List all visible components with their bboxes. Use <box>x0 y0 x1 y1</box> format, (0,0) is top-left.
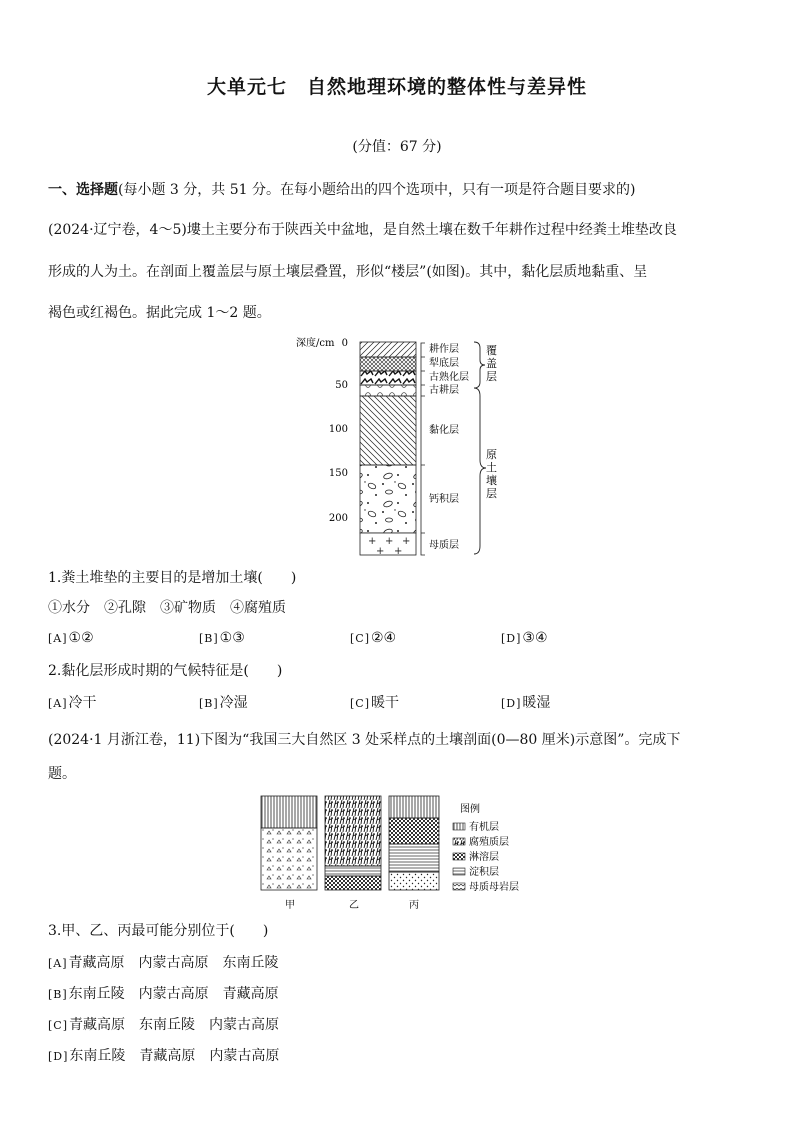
option-text: ②④ <box>371 630 397 646</box>
option-tag: [B] <box>199 632 219 645</box>
q3-option-b[interactable] <box>48 983 279 1003</box>
q3-stem: 3.甲、乙、丙最可能分别位于( ) <box>48 923 269 939</box>
svg-text:+: + <box>402 536 411 547</box>
layer-label-tillage: 耕作层 <box>429 344 459 355</box>
brace-cover <box>474 342 485 388</box>
depth-axis-label: 深度/cm <box>296 338 335 349</box>
layer-label-plowpan: 犁底层 <box>429 358 459 369</box>
option-tag: [B] <box>199 697 219 710</box>
tick-100: 100 <box>328 424 348 435</box>
option-text: ①② <box>68 630 94 646</box>
q1-option-d[interactable] <box>501 630 548 646</box>
option-tag: [B] <box>48 988 68 1001</box>
option-tag: [A] <box>48 957 68 970</box>
group-cover-2: 盖 <box>486 357 497 370</box>
legend-humus: 腐殖质层 <box>469 837 509 848</box>
label-yi: 乙 <box>349 900 359 911</box>
group-cover-1: 覆 <box>486 344 497 357</box>
option-tag: [D] <box>48 1050 69 1063</box>
legend-parent-rock: 母质母岩层 <box>469 882 519 893</box>
option-text: 冷干 <box>68 695 97 711</box>
legend-eluvial: 淋溶层 <box>469 852 499 863</box>
option-text: 东南丘陵 内蒙古高原 青藏高原 <box>68 986 279 1002</box>
layer-label-ancient-matured: 古熟化层 <box>429 372 469 383</box>
option-tag: [C] <box>350 697 370 710</box>
soil-profile-figure <box>290 330 520 558</box>
option-tag: [A] <box>48 632 68 645</box>
group-cover-3: 层 <box>486 370 497 383</box>
soil-profiles-figure <box>255 792 545 914</box>
svg-text:+: + <box>385 536 394 547</box>
q1-option-a[interactable] <box>48 630 94 646</box>
passage1-line3: 褐色或红褐色。据此完成 1～2 题。 <box>48 305 271 321</box>
option-text: 暖湿 <box>522 695 551 711</box>
q3-option-c[interactable] <box>48 1014 279 1034</box>
option-text: 暖干 <box>371 695 399 711</box>
option-text: 青藏高原 东南丘陵 内蒙古高原 <box>69 1017 279 1033</box>
q1-option-c[interactable] <box>350 630 396 646</box>
group-original-1: 原 <box>486 448 497 461</box>
tick-0: 0 <box>341 338 348 349</box>
legend-organic: 有机层 <box>469 822 499 833</box>
q1-stem: 1.粪土堆垫的主要目的是增加土壤( ) <box>48 570 297 586</box>
svg-text:+: + <box>376 546 385 557</box>
q1-items: ①水分 ②孔隙 ③矿物质 ④腐殖质 <box>48 600 286 616</box>
tick-150: 150 <box>328 468 348 479</box>
passage1-line1: (2024·辽宁卷，4～5)塿土主要分布于陕西关中盆地，是自然土壤在数千年耕作过程中经粪土堆垫改良 <box>48 222 677 238</box>
svg-text:+: + <box>394 546 403 557</box>
option-text: 冷湿 <box>219 695 248 711</box>
layer-label-calcic: 钙积层 <box>429 494 459 505</box>
profile-column <box>360 342 416 555</box>
label-jia: 甲 <box>285 900 295 911</box>
q2-option-a[interactable] <box>48 692 97 712</box>
option-text: 青藏高原 内蒙古高原 东南丘陵 <box>68 955 279 971</box>
svg-text:+: + <box>368 536 377 547</box>
q2-option-b[interactable] <box>199 692 248 712</box>
option-tag: [D] <box>501 632 522 645</box>
q2-option-c[interactable] <box>350 692 399 712</box>
group-original-4: 层 <box>486 487 497 500</box>
section-instructions: (每小题 3 分，共 51 分。在每小题给出的四个选项中，只有一项是符合题目要求的) <box>118 182 636 198</box>
option-tag: [D] <box>501 697 522 710</box>
option-text: 东南丘陵 青藏高原 内蒙古高原 <box>69 1048 280 1064</box>
section-number: 一、选择题 <box>48 182 118 198</box>
profile-jia <box>261 796 317 890</box>
q2-option-d[interactable] <box>501 692 550 712</box>
page-title: 大单元七 自然地理环境的整体性与差异性 <box>206 76 587 98</box>
tick-50: 50 <box>335 380 348 391</box>
brace-original <box>474 388 486 554</box>
legend-illuvial: 淀积层 <box>469 867 499 878</box>
label-bing: 丙 <box>409 900 419 911</box>
option-text: ①③ <box>219 630 245 646</box>
q3-option-a[interactable] <box>48 952 279 972</box>
option-tag: [A] <box>48 697 68 710</box>
option-text: ③④ <box>522 630 548 646</box>
layer-label-parent: 母质层 <box>429 540 459 551</box>
layer-label-ancient-tillage: 古耕层 <box>429 385 459 396</box>
option-tag: [C] <box>350 632 370 645</box>
legend-title: 图例 <box>460 804 480 815</box>
profile-yi <box>325 796 381 890</box>
section-heading <box>48 180 635 200</box>
option-tag: [C] <box>48 1019 68 1032</box>
group-original-3: 壤 <box>486 474 497 487</box>
profile-bing <box>389 796 439 890</box>
q2-stem: 2.黏化层形成时期的气候特征是( ) <box>48 663 283 679</box>
group-original-2: 土 <box>486 461 497 474</box>
q3-option-d[interactable] <box>48 1045 279 1065</box>
tick-200: 200 <box>328 513 348 524</box>
layer-label-clay: 黏化层 <box>429 425 459 436</box>
passage2-line1: (2024·1 月浙江卷，11)下图为“我国三大自然区 3 处采样点的土壤剖面(0—80 厘米)示意图”。完成下 <box>48 732 681 748</box>
score-note: (分值：67 分) <box>352 139 442 155</box>
q1-option-b[interactable] <box>199 630 245 646</box>
passage2-line2: 题。 <box>48 766 76 782</box>
passage1-line2: 形成的人为土。在剖面上覆盖层与原土壤层叠置，形似“楼层”(如图)。其中，黏化层质地黏重、呈 <box>48 264 648 280</box>
